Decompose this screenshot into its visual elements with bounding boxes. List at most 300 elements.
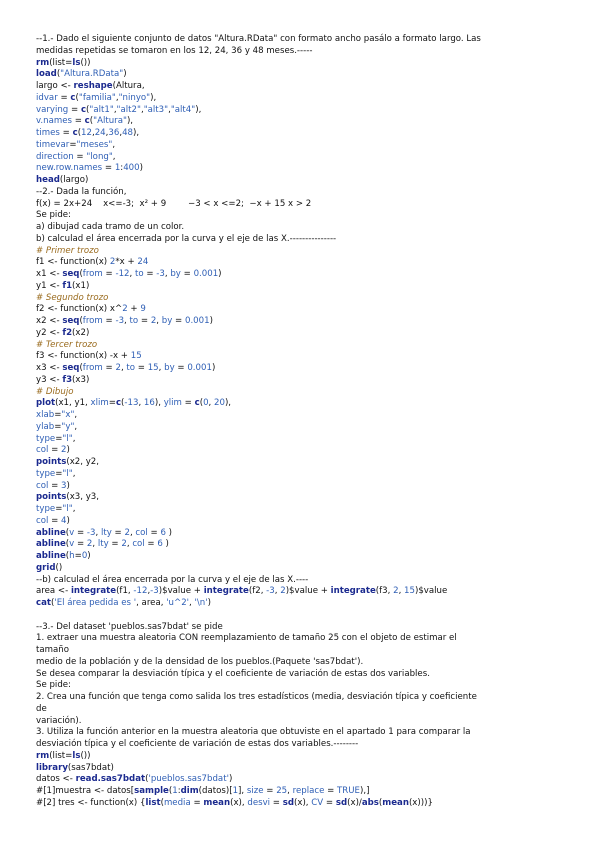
- text-token-text: f(x) = 2x+24 x<=-3; x² + 9 −3 < x <=2; −x + 15 x > 2: [36, 198, 312, 209]
- text-token-text: =: [74, 527, 87, 538]
- document-line: [36, 293, 566, 305]
- text-token-text: medio de la población y de la densidad de los pueblos.(Paquete 'sas7bdat').: [36, 656, 364, 667]
- text-token-text: medidas repetidas se tomaron en los 12, 24, 36 y 48 meses.-----: [36, 45, 313, 56]
- text-token-fn: ls: [72, 57, 81, 68]
- text-token-arg: ylab: [36, 421, 55, 432]
- text-token-text: :: [177, 786, 181, 796]
- text-token-arg: col: [36, 445, 49, 456]
- text-token-text: ,: [129, 527, 136, 538]
- text-token-text: =: [102, 363, 116, 373]
- text-token-text: ,: [72, 433, 76, 444]
- text-token-text: =: [54, 410, 62, 420]
- document-line: [36, 375, 566, 387]
- document-line: [36, 575, 566, 587]
- text-token-text: ): [165, 527, 173, 538]
- text-token-arg: new.row.names: [36, 163, 103, 174]
- text-token-fn: c: [194, 398, 200, 409]
- text-token-str: "Altura.RData": [60, 69, 124, 80]
- text-token-text: (x2): [72, 327, 90, 338]
- text-token-text: ),: [150, 92, 157, 103]
- document-line: [36, 363, 566, 375]
- document-line: [36, 222, 566, 234]
- text-token-fn: seq: [62, 316, 80, 326]
- text-token-text: --1.- Dado el siguiente conjunto de datos "Altura.RData" con formato ancho pasálo a formato largo. Las: [36, 34, 481, 44]
- text-token-text: x1 <-: [36, 269, 63, 279]
- text-token-arg: type: [36, 433, 56, 444]
- text-token-num: 2: [109, 257, 116, 268]
- document-line: [36, 58, 566, 70]
- text-token-arg: ylim: [163, 398, 182, 409]
- text-token-arg: varying: [36, 104, 69, 115]
- document-line: [36, 551, 566, 563]
- text-token-num: 24: [94, 128, 106, 138]
- text-token-text: ): [211, 363, 216, 373]
- text-token-text: area <-: [36, 586, 71, 597]
- text-token-str: "alt4": [170, 104, 196, 115]
- text-token-text: =: [180, 269, 194, 279]
- text-token-arg: col: [135, 527, 148, 538]
- text-token-text: =: [111, 527, 125, 538]
- document-line: [36, 351, 566, 363]
- text-token-arg: type: [36, 468, 56, 479]
- text-token-text: =: [144, 539, 158, 550]
- text-token-text: ,: [72, 504, 76, 514]
- text-token-num: 1: [172, 786, 178, 796]
- text-token-num: -3: [266, 586, 275, 597]
- text-token-text: (list=: [49, 57, 73, 68]
- document-line: [36, 46, 566, 58]
- text-token-text: tamaño: [36, 645, 69, 655]
- text-token-fn: sample: [134, 786, 169, 796]
- text-token-num: 24: [137, 257, 149, 268]
- text-token-arg: from: [82, 316, 103, 326]
- text-token-text: 2. Crea una función que tenga como salida los tres estadísticos (media, desviación típica y coeficiente: [36, 692, 477, 702]
- text-token-text: =: [138, 316, 151, 326]
- text-token-num: 15: [147, 363, 159, 373]
- text-token-fn: abline: [36, 527, 66, 538]
- text-token-text: ,: [105, 128, 109, 138]
- text-token-text: desviación típica y el coeficiente de variación de estas dos variables.--------: [36, 739, 359, 749]
- document-line: [36, 751, 566, 763]
- document-line: [36, 528, 566, 540]
- document-line: [36, 492, 566, 504]
- text-token-str: "familia": [78, 92, 116, 103]
- text-token-text: ): [66, 480, 70, 491]
- text-token-text: =: [73, 151, 87, 162]
- text-token-com: # Tercer trozo: [36, 339, 98, 350]
- text-token-num: 2: [150, 316, 157, 326]
- text-token-fn: list: [145, 797, 161, 808]
- text-token-text: (: [145, 774, 149, 785]
- text-token-str: "l": [62, 433, 73, 444]
- text-token-text: ,: [158, 363, 165, 373]
- text-token-text: ,: [140, 104, 144, 115]
- document-line: [36, 763, 566, 775]
- text-token-num: 48: [122, 128, 133, 138]
- text-token-num: -13: [124, 398, 139, 409]
- text-token-text: =: [55, 468, 63, 479]
- text-token-text: (x)))}: [408, 797, 433, 808]
- text-token-text: ): [66, 515, 70, 526]
- text-token-text: 3. Utiliza la función anterior en la muestra aleatoria que obtuviste en el apartado 1 para comparar la: [36, 727, 471, 738]
- text-token-arg: size: [246, 786, 264, 796]
- text-token-str: "l": [62, 468, 73, 479]
- text-token-arg: direction: [36, 151, 74, 162]
- text-token-str: "alt3": [143, 104, 169, 115]
- text-token-text: ,: [112, 151, 116, 162]
- text-token-text: x3 <-: [36, 363, 63, 373]
- text-token-text: ,: [92, 539, 98, 550]
- text-token-text: (): [55, 562, 63, 573]
- text-token-str: 'El área pedida es ': [54, 598, 137, 608]
- text-token-arg: col: [132, 539, 145, 550]
- text-token-text: a) dibujad cada tramo de un color.: [36, 222, 185, 232]
- text-token-text: (: [89, 116, 94, 127]
- document-line: [36, 716, 566, 728]
- text-token-text: )$value: [414, 586, 448, 597]
- document-line: [36, 199, 566, 211]
- text-token-text: ): [162, 539, 169, 550]
- document-line: [36, 269, 566, 281]
- text-token-num: 36: [108, 128, 120, 138]
- text-token-fn: points: [36, 492, 67, 503]
- text-token-arg: v.names: [36, 116, 72, 127]
- text-token-fn: rm: [36, 750, 50, 761]
- text-token-text: ,: [113, 104, 117, 115]
- text-token-text: (: [168, 786, 173, 796]
- document-line: [36, 128, 566, 140]
- text-token-arg: desvi: [247, 797, 271, 808]
- text-token-num: 2: [121, 539, 127, 550]
- text-token-str: "x": [61, 410, 75, 420]
- document-line: [36, 387, 566, 399]
- text-token-text: =: [143, 269, 157, 279]
- text-token-text: (: [56, 69, 61, 80]
- document-line: [36, 152, 566, 164]
- text-token-text: (: [65, 551, 70, 561]
- text-token-num: 4: [61, 515, 67, 526]
- text-token-arg: timevar: [36, 139, 70, 150]
- text-token-arg: to: [134, 269, 144, 279]
- text-token-num: 400: [123, 163, 140, 174]
- text-token-text: ),: [224, 398, 232, 409]
- document-line: [36, 669, 566, 681]
- text-token-num: -3: [115, 316, 125, 326]
- text-token-text: (x3): [72, 374, 90, 385]
- text-token-text: Se pide:: [36, 680, 71, 691]
- text-token-arg: xlab: [36, 410, 55, 420]
- document-line: [36, 598, 566, 610]
- text-token-text: #[1]muestra <- datos[: [36, 786, 135, 796]
- text-token-fn: sd: [282, 797, 295, 808]
- text-token-text: (: [86, 104, 90, 115]
- text-token-arg: lty: [100, 527, 112, 538]
- text-token-num: 6: [160, 527, 166, 538]
- text-token-fn: seq: [62, 269, 80, 279]
- text-token-num: 6: [157, 539, 163, 550]
- text-token-num: 16: [143, 398, 155, 409]
- text-token-text: (Altura,: [112, 81, 145, 91]
- text-token-text: (: [65, 527, 70, 538]
- document-line: [36, 645, 566, 657]
- document-line: [36, 481, 566, 493]
- text-token-fn: head: [36, 175, 60, 185]
- text-token-text: ,: [74, 410, 78, 420]
- text-token-num: 2: [122, 304, 128, 315]
- text-token-arg: v: [69, 527, 75, 538]
- text-token-num: 0: [81, 551, 88, 561]
- text-token-text: (: [199, 398, 204, 409]
- text-token-fn: integrate: [70, 586, 117, 597]
- document-line: [36, 504, 566, 516]
- document-line: [36, 516, 566, 528]
- text-token-text: ,: [138, 398, 144, 409]
- text-token-text: y1 <-: [36, 280, 63, 291]
- text-token-text: (: [378, 797, 383, 808]
- text-token-text: b) calculad el área encerrada por la curva y el eje de las X.---------------: [36, 233, 337, 244]
- text-token-arg: idvar: [36, 92, 58, 103]
- text-token-text: #[2] tres <- function(x) {: [36, 797, 146, 808]
- text-token-num: 20: [214, 398, 225, 409]
- document-line: [36, 434, 566, 446]
- text-token-num: -12: [133, 586, 148, 597]
- document-line: [36, 539, 566, 551]
- text-token-num: 3: [61, 480, 67, 491]
- document-line: [36, 445, 566, 457]
- text-token-str: "meses": [76, 139, 113, 150]
- text-token-fn: points: [36, 457, 67, 467]
- text-token-text: (x2, y2,: [66, 457, 99, 467]
- text-token-text: ): [139, 163, 143, 174]
- text-token-text: (: [51, 598, 55, 608]
- text-token-text: =: [55, 504, 63, 514]
- text-token-text: --3.- Del dataset 'pueblos.sas7bdat' se pide: [36, 621, 223, 632]
- document-line: [36, 786, 566, 798]
- text-token-text: ,: [91, 128, 95, 138]
- text-token-text: =: [48, 515, 62, 526]
- document-line: [36, 657, 566, 669]
- text-token-num: 0: [203, 398, 209, 409]
- document-line: [36, 692, 566, 704]
- text-token-num: 2: [393, 586, 399, 597]
- document-line: [36, 410, 566, 422]
- text-token-text: =: [57, 92, 71, 103]
- document-page: [36, 34, 566, 810]
- text-token-text: =: [54, 421, 62, 432]
- text-token-text: =: [135, 363, 148, 373]
- text-token-fn: plot: [36, 398, 56, 409]
- text-token-text: ,: [208, 398, 214, 409]
- text-token-text: ),]: [360, 786, 370, 796]
- text-token-str: '\n': [194, 598, 208, 608]
- text-token-fn: seq: [62, 363, 80, 373]
- text-token-num: 15: [404, 586, 415, 597]
- text-token-text: datos <-: [36, 774, 76, 785]
- text-token-arg: replace: [292, 786, 325, 796]
- text-token-com: # Primer trozo: [36, 245, 99, 256]
- text-token-text: =: [147, 527, 161, 538]
- text-token-text: =: [59, 128, 73, 138]
- document-line: [36, 140, 566, 152]
- text-token-arg: by: [164, 363, 175, 373]
- text-token-text: ): [218, 269, 222, 279]
- text-token-fn: abs: [361, 797, 379, 808]
- document-line: [36, 563, 566, 575]
- text-token-text: =: [270, 797, 283, 808]
- document-line: [36, 398, 566, 410]
- text-token-text: =: [68, 104, 81, 115]
- document-line: [36, 187, 566, 199]
- text-token-text: (sas7bdat): [67, 762, 114, 773]
- text-token-fn: c: [84, 116, 90, 127]
- text-token-text: =: [72, 116, 85, 127]
- text-token-num: 1: [114, 163, 121, 174]
- document-line: [36, 610, 566, 622]
- document-line: [36, 81, 566, 93]
- text-token-num: 2: [86, 539, 93, 550]
- text-token-text: =: [108, 398, 116, 409]
- text-token-num: 2: [124, 527, 130, 538]
- text-token-text: =: [324, 786, 338, 796]
- text-token-text: ,: [120, 363, 127, 373]
- text-token-fn: integrate: [330, 586, 376, 597]
- text-token-text: ),: [126, 116, 134, 127]
- text-token-text: (datos)[: [198, 786, 233, 796]
- text-token-str: "ninyo": [118, 92, 151, 103]
- document-line: [36, 281, 566, 293]
- text-token-text: =: [323, 797, 336, 808]
- document-line: [36, 798, 566, 810]
- text-token-num: 2: [280, 586, 286, 597]
- text-token-text: f2 <- function(x) x^: [36, 304, 123, 315]
- text-token-text: ,: [119, 128, 123, 138]
- text-token-fn: grid: [36, 562, 56, 573]
- text-token-text: ,: [74, 421, 78, 432]
- text-token-text: (: [77, 128, 82, 138]
- text-token-fn: c: [115, 398, 122, 409]
- text-token-str: "alt2": [116, 104, 141, 115]
- text-token-text: Se pide:: [36, 210, 71, 221]
- text-token-fn: c: [72, 128, 78, 138]
- text-token-arg: xlim: [90, 398, 109, 409]
- text-token-text: )$value +: [285, 586, 331, 597]
- text-token-text: )$value +: [158, 586, 204, 597]
- text-token-fn: abline: [36, 551, 66, 561]
- text-token-fn: c: [70, 92, 76, 103]
- text-token-num: 2: [115, 363, 121, 373]
- text-token-text: ): [207, 598, 211, 608]
- text-token-str: "Altura": [93, 116, 127, 127]
- text-token-text: ,: [112, 139, 116, 150]
- document-line: [36, 105, 566, 117]
- text-token-text: ),: [154, 398, 164, 409]
- text-token-str: "long": [86, 151, 113, 162]
- document-line: [36, 246, 566, 258]
- text-token-arg: CV: [311, 797, 324, 808]
- text-token-num: 15: [130, 351, 142, 362]
- text-token-text: ()): [80, 750, 91, 761]
- text-token-fn: mean: [203, 797, 231, 808]
- text-token-fn: f2: [62, 327, 73, 338]
- text-token-text: (f1,: [116, 586, 134, 597]
- text-token-text: =: [174, 363, 188, 373]
- text-token-num: 25: [276, 786, 288, 796]
- text-token-text: =: [108, 539, 122, 550]
- text-token-text: f3 <- function(x) -x +: [36, 351, 131, 362]
- text-token-text: =: [102, 269, 116, 279]
- document-line: [36, 633, 566, 645]
- text-token-num: 0.001: [187, 363, 212, 373]
- document-line: [36, 422, 566, 434]
- text-token-arg: to: [129, 316, 139, 326]
- text-token-text: ,: [72, 468, 76, 479]
- document-line: [36, 257, 566, 269]
- text-token-text: *x +: [115, 257, 138, 268]
- document-line: [36, 34, 566, 46]
- text-token-num: -3: [86, 527, 96, 538]
- text-token-text: ,: [287, 786, 293, 796]
- text-token-text: =: [74, 551, 82, 561]
- text-token-arg: lty: [97, 539, 109, 550]
- text-token-text: =: [181, 398, 195, 409]
- text-token-text: ,: [164, 269, 171, 279]
- text-token-text: (: [79, 269, 83, 279]
- document-line: [36, 304, 566, 316]
- text-token-text: ),: [133, 128, 140, 138]
- text-token-fn: c: [80, 104, 87, 115]
- document-line: [36, 469, 566, 481]
- text-token-text: (: [121, 398, 125, 409]
- text-token-text: (x3, y3,: [66, 492, 99, 503]
- document-line: [36, 704, 566, 716]
- text-token-text: ): [209, 316, 213, 326]
- text-token-fn: read.sas7bdat: [75, 774, 146, 785]
- text-token-fn: load: [36, 69, 57, 80]
- text-token-text: ): [87, 551, 91, 561]
- text-token-num: -3: [150, 586, 159, 597]
- text-token-str: 'pueblos.sas7bdat': [148, 774, 229, 785]
- text-token-text: (x),: [230, 797, 248, 808]
- text-token-arg: from: [82, 363, 103, 373]
- text-token-str: "alt1": [89, 104, 114, 115]
- text-token-num: 1: [232, 786, 239, 796]
- text-token-text: =: [69, 139, 77, 150]
- text-token-num: -3: [156, 269, 165, 279]
- text-token-arg: type: [36, 504, 56, 514]
- text-token-fn: reshape: [73, 81, 113, 91]
- text-token-text: =: [48, 480, 62, 491]
- text-token-fn: cat: [36, 598, 52, 608]
- document-line: [36, 175, 566, 187]
- text-token-text: ()): [80, 57, 91, 68]
- document-line: [36, 210, 566, 222]
- document-line: [36, 622, 566, 634]
- text-token-num: 0.001: [184, 316, 210, 326]
- text-token-text: ): [123, 69, 127, 80]
- text-token-fn: library: [36, 762, 68, 773]
- text-token-num: 2: [61, 445, 67, 456]
- text-token-arg: times: [36, 128, 60, 138]
- text-token-fn: dim: [180, 786, 199, 796]
- text-token-text: ,: [126, 539, 133, 550]
- text-token-text: f1 <- function(x): [36, 257, 110, 268]
- text-token-fn: abline: [36, 539, 66, 550]
- text-token-text: =: [172, 316, 185, 326]
- text-token-text: (: [160, 797, 164, 808]
- document-line: [36, 234, 566, 246]
- text-token-text: ): [66, 445, 70, 456]
- document-line: [36, 116, 566, 128]
